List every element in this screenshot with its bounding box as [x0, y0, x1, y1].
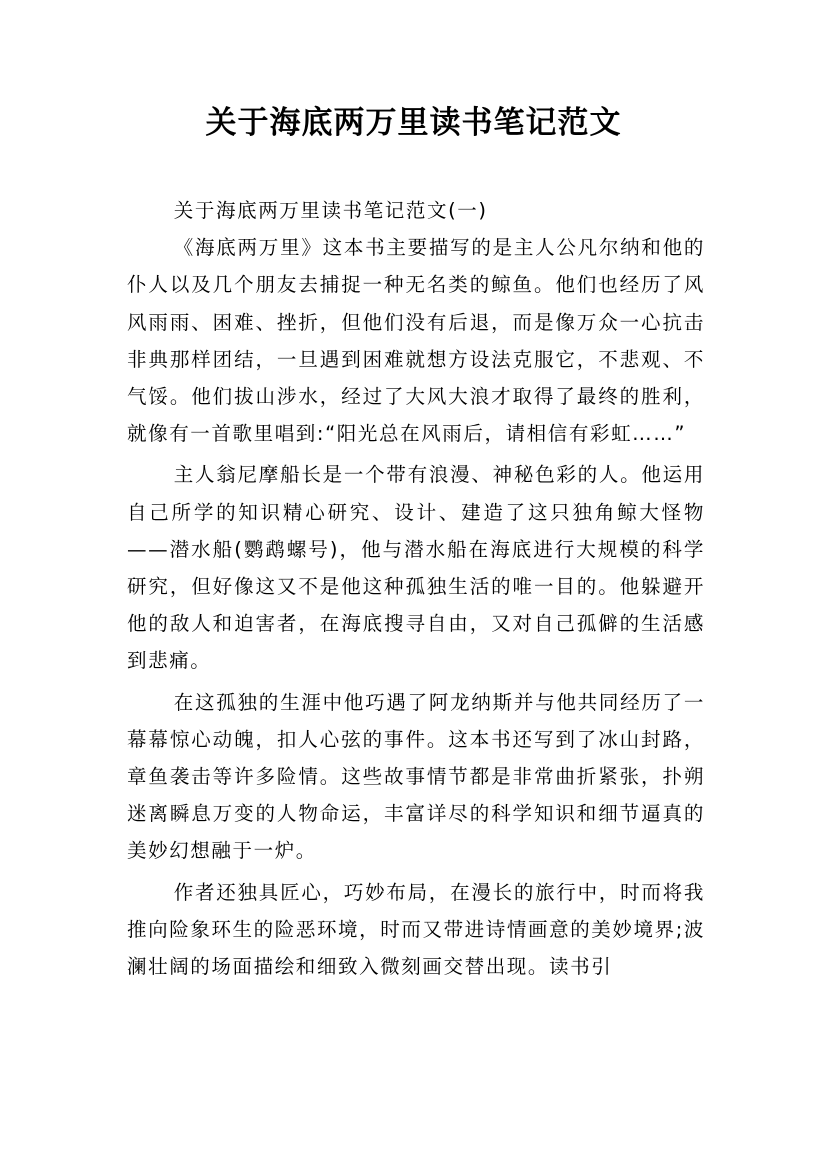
document-body [127, 192, 705, 985]
document-title: 关于海底两万里读书笔记范文 [205, 105, 622, 141]
paragraph-2: 主人翁尼摩船长是一个带有浪漫、神秘色彩的人。他运用自己所学的知识精心研究、设计、建造了这只独角鲸大怪物——潜水船(鹦鹉螺号)，他与潜水船在海底进行大规模的科学研究，但好像这又不是他这种孤独生活的唯一目的。他躲避开他的敌人和迫害者，在海底搜寻自由，又对自己孤僻的生活感到悲痛。 [127, 463, 705, 673]
section-subtitle: 关于海底两万里读书笔记范文(一) [173, 199, 488, 222]
paragraph-4: 作者还独具匠心，巧妙布局，在漫长的旅行中，时而将我推向险象环生的险恶环境，时而又带进诗情画意的美妙境界;波澜壮阔的场面描绘和细致入微刻画交替出现。读书引 [127, 880, 705, 979]
paragraph-1: 《海底两万里》这本书主要描写的是主人公凡尔纳和他的仆人以及几个朋友去捕捉一种无名类的鲸鱼。他们也经历了风风雨雨、困难、挫折，但他们没有后退，而是像万众一心抗击非典那样团结，一旦遇到困难就想方设法克服它，不悲观、不气馁。他们拔山涉水，经过了大风大浪才取得了最终的胜利，就像有一首歌里唱到:“阳光总在风雨后，请相信有彩虹……” [127, 236, 705, 446]
paragraph-3: 在这孤独的生涯中他巧遇了阿龙纳斯并与他共同经历了一幕幕惊心动魄，扣人心弦的事件。这本书还写到了冰山封路，章鱼袭击等许多险情。这些故事情节都是非常曲折紧张，扑朔迷离瞬息万变的人物命运，丰富详尽的科学知识和细节逼真的美妙幻想融于一炉。 [127, 690, 705, 863]
